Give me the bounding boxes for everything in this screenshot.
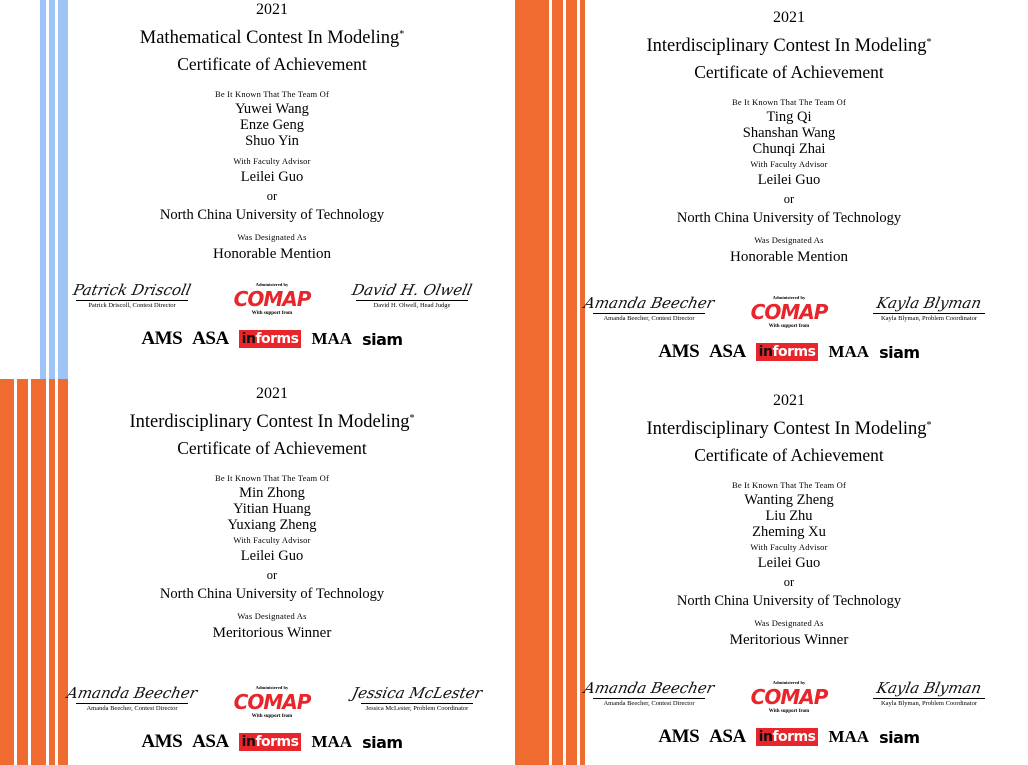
certificate-subtitle: Certificate of Achievement xyxy=(694,445,884,465)
comap-wordmark: COMAP xyxy=(233,690,311,714)
asa-logo: ASA xyxy=(192,731,229,752)
informs-in: in xyxy=(758,344,773,360)
signature-block xyxy=(584,295,714,323)
comap-logo xyxy=(724,680,854,715)
certificate-top-right xyxy=(574,8,1004,363)
informs-forms: forms xyxy=(255,734,299,750)
certificate-bottom-left xyxy=(57,384,487,753)
school-name: North China University of Technology xyxy=(159,586,385,602)
signature-caption: Kayla Blyman, Problem Coordinator xyxy=(880,315,978,322)
informs-logo xyxy=(756,728,819,746)
certificate-year: 2021 xyxy=(773,392,805,409)
or-label: or xyxy=(783,575,795,589)
faculty-advisor-name: Leilei Guo xyxy=(757,172,821,188)
signature-caption: Kayla Blyman, Problem Coordinator xyxy=(880,700,978,707)
informs-logo xyxy=(239,733,302,751)
team-member: Chunqi Zhai xyxy=(752,141,826,157)
certificate-subtitle: Certificate of Achievement xyxy=(177,438,367,458)
stripe-divider xyxy=(28,379,31,765)
comap-logo xyxy=(207,282,337,317)
comap-wordmark: COMAP xyxy=(750,685,828,709)
faculty-advisor-label: With Faculty Advisor xyxy=(233,156,311,166)
certificate-subtitle: Certificate of Achievement xyxy=(177,54,367,74)
informs-forms: forms xyxy=(772,344,816,360)
maa-logo: MAA xyxy=(311,329,353,348)
signature-script: Patrick Driscoll xyxy=(71,281,193,299)
siam-logo: siam xyxy=(362,732,403,752)
or-label: or xyxy=(783,192,795,206)
signature-rule xyxy=(593,313,705,314)
administered-by-label: Administered by xyxy=(255,282,289,287)
school-name: North China University of Technology xyxy=(676,210,902,226)
administered-by-label: Administered by xyxy=(255,685,289,690)
team-member: Enze Geng xyxy=(239,117,304,133)
or-label: or xyxy=(266,189,278,203)
was-designated-as-label: Was Designated As xyxy=(237,232,307,242)
be-it-known-label: Be It Known That The Team Of xyxy=(731,97,847,107)
asa-logo: ASA xyxy=(709,726,746,747)
signature-block xyxy=(864,680,994,708)
team-member: Min Zhong xyxy=(239,485,305,501)
award-name: Honorable Mention xyxy=(730,249,848,265)
team-member: Yitian Huang xyxy=(233,501,311,517)
comap-wordmark: COMAP xyxy=(233,287,311,311)
ams-logo: AMS xyxy=(658,341,700,362)
stripe-divider xyxy=(563,0,566,765)
signature-block xyxy=(584,680,714,708)
signature-script: David H. Olwell xyxy=(350,281,474,299)
faculty-advisor-label: With Faculty Advisor xyxy=(750,542,828,552)
maa-logo: MAA xyxy=(828,342,870,361)
trademark-star: * xyxy=(926,420,932,431)
trademark-star: * xyxy=(399,29,405,40)
or-label: or xyxy=(266,568,278,582)
contest-name: Mathematical Contest In Modeling xyxy=(139,28,400,48)
signature-caption: Amanda Beecher, Contest Director xyxy=(86,705,178,712)
stripe-divider xyxy=(46,0,49,379)
informs-forms: forms xyxy=(772,729,816,745)
informs-in: in xyxy=(758,729,773,745)
award-name: Meritorious Winner xyxy=(729,632,849,648)
signature-rule xyxy=(873,698,985,699)
siam-logo: siam xyxy=(362,329,403,349)
trademark-star: * xyxy=(409,413,415,424)
be-it-known-label: Be It Known That The Team Of xyxy=(731,480,847,490)
faculty-advisor-name: Leilei Guo xyxy=(757,555,821,571)
stripe-divider xyxy=(46,379,49,765)
team-member: Liu Zhu xyxy=(765,508,813,524)
signature-caption: Patrick Driscoll, Contest Director xyxy=(88,302,176,309)
informs-logo xyxy=(239,330,302,348)
administered-by-label: Administered by xyxy=(772,295,806,300)
asa-logo: ASA xyxy=(709,341,746,362)
certificate-year: 2021 xyxy=(256,385,288,402)
award-name: Honorable Mention xyxy=(213,246,331,262)
signature-rule xyxy=(76,300,188,301)
signature-script: Kayla Blyman xyxy=(875,294,984,312)
contest-name: Interdisciplinary Contest In Modeling xyxy=(646,36,927,56)
ams-logo: AMS xyxy=(141,328,183,349)
signature-script: Amanda Beecher xyxy=(582,294,716,312)
signature-block xyxy=(67,685,197,713)
was-designated-as-label: Was Designated As xyxy=(754,618,824,628)
contest-name: Interdisciplinary Contest In Modeling xyxy=(646,419,927,439)
signature-rule xyxy=(361,703,473,704)
comap-logo xyxy=(724,295,854,330)
signature-row xyxy=(574,680,1004,720)
with-support-from-label: With support from xyxy=(251,311,293,316)
siam-logo: siam xyxy=(879,727,920,747)
signature-rule xyxy=(76,703,188,704)
stripe-divider xyxy=(549,0,552,765)
signature-caption: David H. Olwell, Head Judge xyxy=(373,302,451,309)
award-name: Meritorious Winner xyxy=(212,625,332,641)
signature-block xyxy=(342,685,492,713)
signature-block xyxy=(864,295,994,323)
certificate-bottom-right xyxy=(574,391,1004,748)
be-it-known-label: Be It Known That The Team Of xyxy=(214,473,330,483)
team-member: Shuo Yin xyxy=(245,133,299,149)
informs-in: in xyxy=(241,331,256,347)
with-support-from-label: With support from xyxy=(768,709,810,714)
administered-by-label: Administered by xyxy=(772,680,806,685)
informs-forms: forms xyxy=(255,331,299,347)
signature-script: Amanda Beecher xyxy=(65,684,199,702)
signature-script: Kayla Blyman xyxy=(875,679,984,697)
signature-caption: Jessica McLester, Problem Coordinator xyxy=(365,705,469,712)
signature-rule xyxy=(356,300,468,301)
trademark-star: * xyxy=(926,37,932,48)
was-designated-as-label: Was Designated As xyxy=(237,611,307,621)
signature-script: Jessica McLester xyxy=(350,684,484,702)
comap-logo xyxy=(207,685,337,720)
school-name: North China University of Technology xyxy=(159,207,385,223)
with-support-from-label: With support from xyxy=(768,324,810,329)
sponsor-logo-row xyxy=(574,726,1004,748)
ams-logo: AMS xyxy=(658,726,700,747)
siam-logo: siam xyxy=(879,342,920,362)
informs-logo xyxy=(756,343,819,361)
faculty-advisor-label: With Faculty Advisor xyxy=(750,159,828,169)
sponsor-logo-row xyxy=(57,731,487,753)
team-member: Wanting Zheng xyxy=(744,492,834,508)
maa-logo: MAA xyxy=(828,727,870,746)
faculty-advisor-label: With Faculty Advisor xyxy=(233,535,311,545)
informs-in: in xyxy=(241,734,256,750)
signature-rule xyxy=(873,313,985,314)
signature-row xyxy=(57,282,487,322)
school-name: North China University of Technology xyxy=(676,593,902,609)
team-member: Yuxiang Zheng xyxy=(227,517,317,533)
team-member: Shanshan Wang xyxy=(742,125,836,141)
certificate-year: 2021 xyxy=(256,1,288,18)
signature-row xyxy=(574,295,1004,335)
signature-caption: Amanda Beecher, Contest Director xyxy=(603,700,695,707)
certificate-contest-title xyxy=(574,413,1004,442)
sponsor-logo-row xyxy=(57,328,487,350)
certificate-subtitle: Certificate of Achievement xyxy=(694,62,884,82)
faculty-advisor-name: Leilei Guo xyxy=(240,169,304,185)
team-member: Zheming Xu xyxy=(752,524,826,540)
certificate-top-left xyxy=(57,0,487,350)
asa-logo: ASA xyxy=(192,328,229,349)
signature-rule xyxy=(593,698,705,699)
signature-script: Amanda Beecher xyxy=(582,679,716,697)
stripe-divider xyxy=(14,379,17,765)
certificate-contest-title xyxy=(57,22,487,51)
with-support-from-label: With support from xyxy=(251,714,293,719)
be-it-known-label: Be It Known That The Team Of xyxy=(214,89,330,99)
sponsor-logo-row xyxy=(574,341,1004,363)
team-member: Yuwei Wang xyxy=(235,101,309,117)
signature-row xyxy=(57,685,487,725)
team-member: Ting Qi xyxy=(766,109,812,125)
certificate-contest-title xyxy=(57,406,487,435)
signature-block xyxy=(347,282,477,310)
certificate-contest-title xyxy=(574,30,1004,59)
certificate-year: 2021 xyxy=(773,9,805,26)
maa-logo: MAA xyxy=(311,732,353,751)
comap-wordmark: COMAP xyxy=(750,300,828,324)
ams-logo: AMS xyxy=(141,731,183,752)
signature-block xyxy=(67,282,197,310)
signature-caption: Amanda Beecher, Contest Director xyxy=(603,315,695,322)
faculty-advisor-name: Leilei Guo xyxy=(240,548,304,564)
was-designated-as-label: Was Designated As xyxy=(754,235,824,245)
contest-name: Interdisciplinary Contest In Modeling xyxy=(129,412,410,432)
